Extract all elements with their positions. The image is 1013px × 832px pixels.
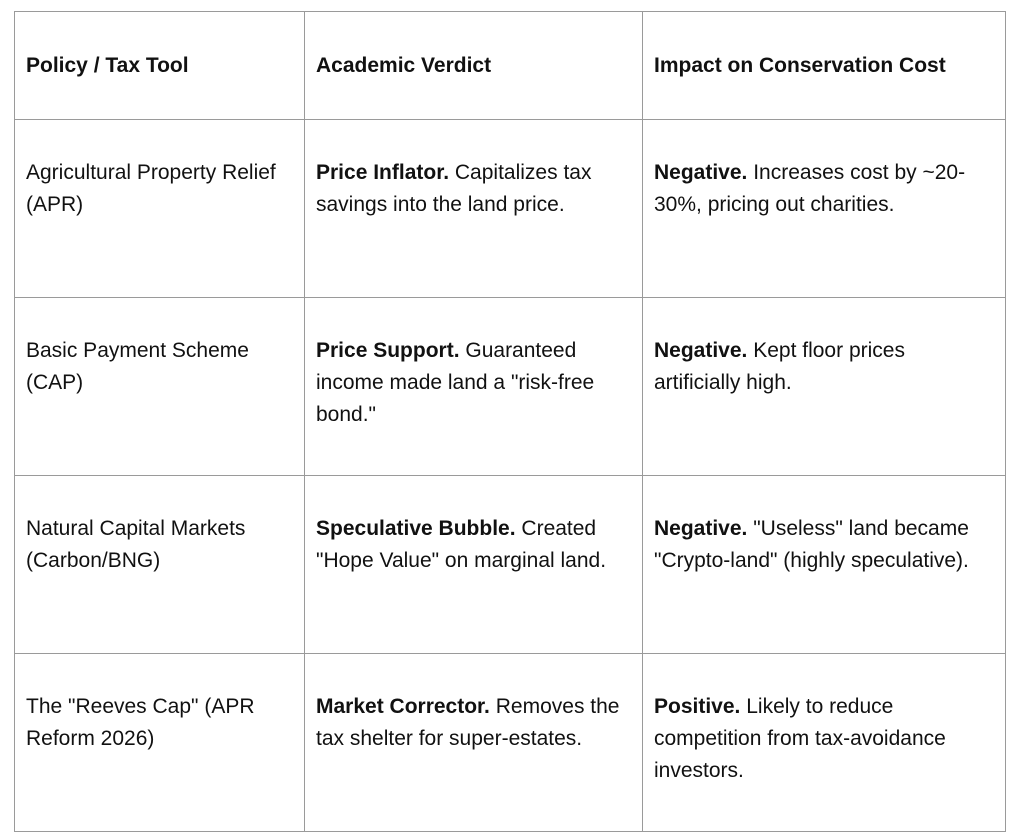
policy-table	[14, 11, 1006, 832]
policy-tool-cell: Natural Capital Markets (Carbon/BNG)	[15, 476, 305, 654]
verdict-text: Removes the tax shelter for super-estates.	[316, 695, 620, 750]
table-row	[15, 476, 1006, 654]
impact-text: Increases cost by ~20-30%, pricing out charities.	[654, 161, 966, 216]
header-academic-verdict: Academic Verdict	[305, 12, 643, 120]
verdict-cell	[305, 476, 643, 654]
impact-label: Negative.	[654, 517, 748, 540]
verdict-cell	[305, 654, 643, 832]
impact-label: Negative.	[654, 339, 748, 362]
impact-cell	[643, 476, 1006, 654]
impact-cell	[643, 654, 1006, 832]
impact-label: Negative.	[654, 161, 748, 184]
impact-text: Kept floor prices artificially high.	[654, 339, 905, 394]
table-row	[15, 298, 1006, 476]
header-policy-tool: Policy / Tax Tool	[15, 12, 305, 120]
table-row	[15, 654, 1006, 832]
impact-text: Likely to reduce competition from tax-avoidance investors.	[654, 695, 946, 782]
policy-tool-cell: The "Reeves Cap" (APR Reform 2026)	[15, 654, 305, 832]
verdict-text: Created "Hope Value" on marginal land.	[316, 517, 607, 572]
verdict-label: Market Corrector.	[316, 695, 490, 718]
impact-label: Positive.	[654, 695, 741, 718]
table-header-row	[15, 12, 1006, 120]
verdict-label: Price Inflator.	[316, 161, 450, 184]
verdict-label: Price Support.	[316, 339, 460, 362]
policy-tool-cell: Agricultural Property Relief (APR)	[15, 120, 305, 298]
verdict-text: Guaranteed income made land a "risk-free bond."	[316, 339, 595, 426]
impact-cell	[643, 120, 1006, 298]
header-impact: Impact on Conservation Cost	[643, 12, 1006, 120]
impact-text: "Useless" land became "Crypto-land" (highly speculative).	[654, 517, 969, 572]
verdict-cell	[305, 120, 643, 298]
verdict-label: Speculative Bubble.	[316, 517, 516, 540]
verdict-cell	[305, 298, 643, 476]
verdict-text: Capitalizes tax savings into the land price.	[316, 161, 592, 216]
impact-cell	[643, 298, 1006, 476]
table-row	[15, 120, 1006, 298]
policy-tool-cell: Basic Payment Scheme (CAP)	[15, 298, 305, 476]
